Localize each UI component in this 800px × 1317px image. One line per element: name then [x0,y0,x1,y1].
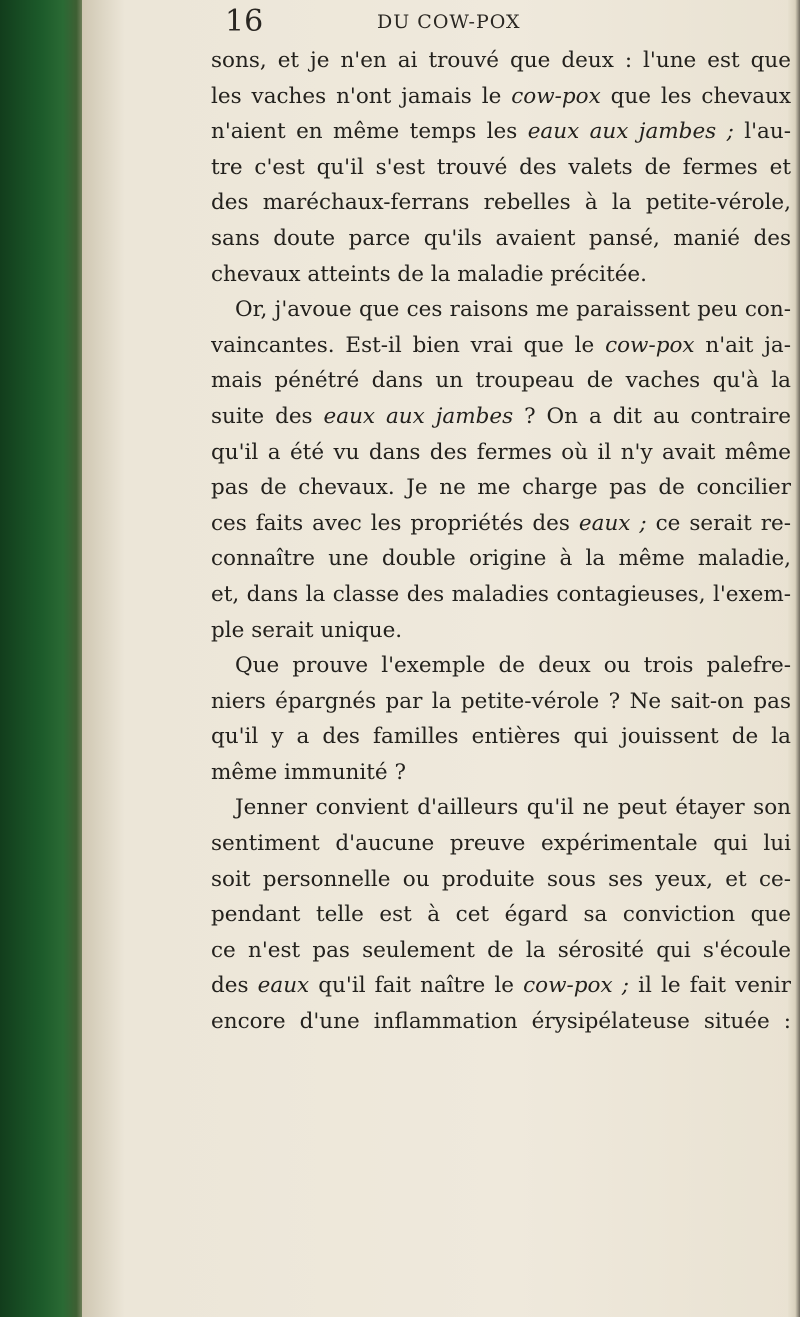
text-run: l'au- [733,119,791,145]
text-line [211,648,791,684]
text-line [211,968,791,1004]
text-line [211,790,791,826]
text-line [211,541,791,577]
text-run: ce n'est pas seulement de la sérosité qui s'écoule [211,937,791,963]
text-run: et, dans la classe des maladies contagieuses, l'exem- [211,581,791,607]
text-line [211,114,791,150]
text-line [211,470,791,506]
italic-term: eaux [257,973,310,999]
text-run: des [211,973,258,999]
text-line [211,399,791,435]
text-run: qu'il fait naître le [309,973,524,999]
text-line [211,257,791,293]
italic-term: eaux ; [578,510,647,536]
text-line [211,1004,791,1040]
text-line [211,755,791,791]
text-line [211,363,791,399]
text-run: soit personnelle ou produite sous ses yeux, et ce- [211,866,791,892]
body-text [211,43,791,1040]
text-run: ce serait re- [646,510,791,536]
text-line [211,506,791,542]
text-run: encore d'une inflammation érysipélateuse située : [211,1009,791,1035]
text-line [211,684,791,720]
text-run: sentiment d'aucune preuve expérimentale qui lui [211,831,791,857]
text-line [211,79,791,115]
text-line [211,719,791,755]
text-line [211,43,791,79]
text-run: ? On a dit au contraire [513,403,791,429]
running-head: DU COW-POX [377,11,521,33]
text-line [211,328,791,364]
text-run: Jenner convient d'ailleurs qu'il ne peut étayer son [235,795,791,821]
text-run: n'ait ja- [694,332,791,358]
italic-term: cow-pox [605,332,695,358]
text-run: qu'il y a des familles entières qui jouissent de la [211,724,791,750]
text-run: Or, j'avoue que ces raisons me paraissent peu con- [235,297,791,323]
italic-term: eaux aux jambes ; [527,119,734,145]
text-line [211,292,791,328]
italic-term: cow-pox ; [523,973,629,999]
text-line [211,897,791,933]
text-line [211,613,791,649]
text-line [211,577,791,613]
text-line [211,150,791,186]
book-spine [0,0,90,1317]
text-line [211,435,791,471]
text-line [211,862,791,898]
text-run: il le fait venir [628,973,791,999]
text-run: des maréchaux-ferrans rebelles à la petite-vérole, [211,190,791,216]
text-run: même immunité ? [211,759,407,785]
text-line [211,185,791,221]
text-run: vaincantes. Est-il bien vrai que le [211,332,606,358]
text-run: pendant telle est à cet égard sa conviction que [211,902,791,928]
text-line [211,826,791,862]
text-run: chevaux atteints de la maladie précitée. [211,261,647,287]
text-line [211,221,791,257]
italic-term: eaux aux jambes [323,403,514,429]
page-number: 16 [225,4,264,39]
text-run: ces faits avec les propriétés des [211,510,579,536]
text-run: sons, et je n'en ai trouvé que deux : l'une est que [211,48,791,73]
text-run: tre c'est qu'il s'est trouvé des valets de fermes et [211,154,791,180]
text-run: ple serait unique. [211,617,403,643]
text-run: niers épargnés par la petite-vérole ? Ne sait-on pas [211,688,791,714]
text-run: qu'il a été vu dans des fermes où il n'y avait même [211,439,791,465]
text-run: n'aient en même temps les [211,119,528,145]
text-line [211,933,791,969]
page-header [0,2,800,42]
text-run: sans doute parce qu'ils avaient pansé, manié des [211,225,791,251]
text-run: que les chevaux [600,83,791,109]
text-run: pas de chevaux. Je ne me charge pas de concilier [211,475,791,501]
text-run: mais pénétré dans un troupeau de vaches qu'à la [211,368,791,394]
italic-term: cow-pox [511,83,601,109]
text-run: suite des [211,403,324,429]
text-run: les vaches n'ont jamais le [211,83,512,109]
text-run: Que prouve l'exemple de deux ou trois palefre- [235,653,791,679]
text-run: connaître une double origine à la même maladie, [211,546,791,572]
